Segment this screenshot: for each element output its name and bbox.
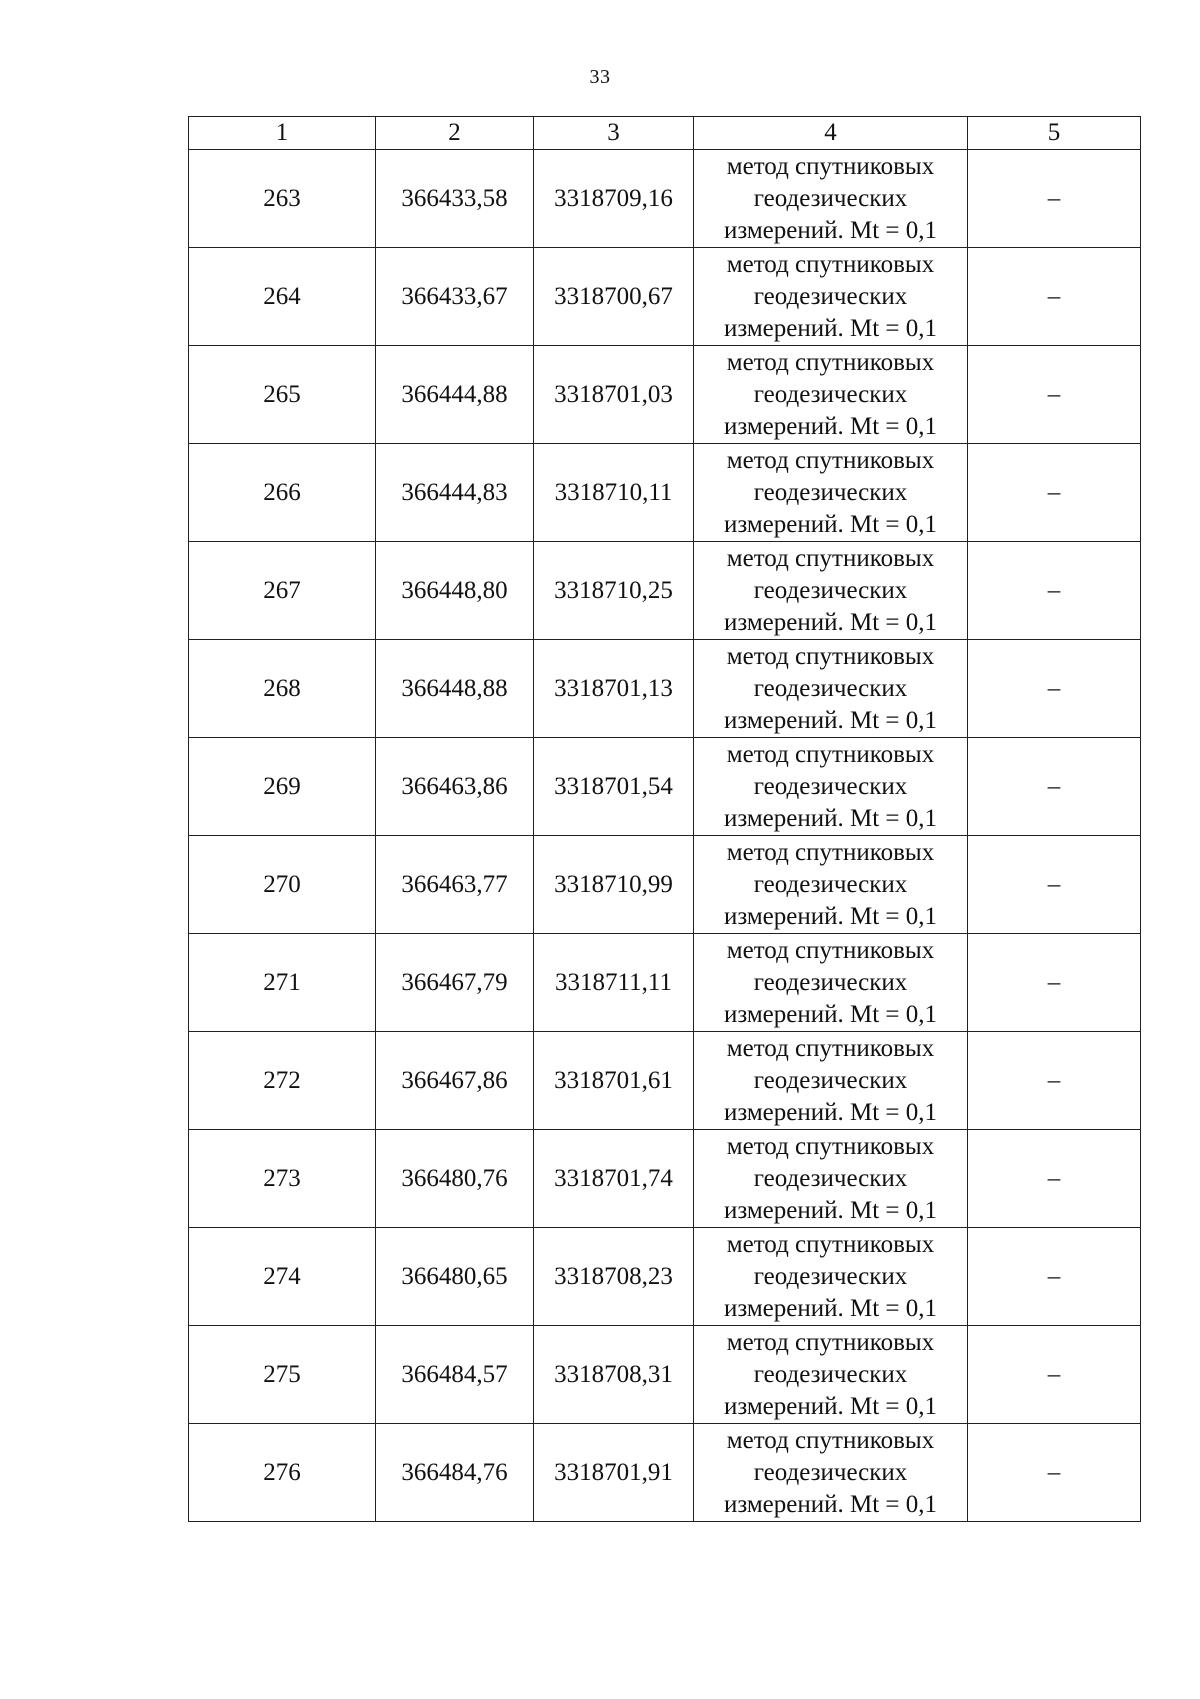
method-text-line: метод спутниковых: [726, 152, 935, 180]
method-text-line: метод спутниковых: [726, 642, 935, 670]
method-cell: [694, 1032, 968, 1130]
y-coordinate-cell: 3318710,25: [534, 542, 694, 640]
y-coordinate-cell: 3318701,03: [534, 346, 694, 444]
method-text-line: геодезических: [753, 1164, 908, 1192]
table-row: [189, 1228, 1141, 1326]
table-body: [189, 150, 1141, 1522]
table-row: [189, 1130, 1141, 1228]
method-cell: [694, 1424, 968, 1522]
note-cell: –: [968, 1228, 1141, 1326]
note-cell: –: [968, 640, 1141, 738]
x-coordinate-cell: 366467,86: [376, 1032, 534, 1130]
y-coordinate-cell: 3318711,11: [534, 934, 694, 1032]
method-cell: [694, 542, 968, 640]
table-header: [189, 117, 1141, 150]
table-row: [189, 248, 1141, 346]
method-text-line: измерений. Mt = 0,1: [723, 216, 938, 244]
method-cell: [694, 1130, 968, 1228]
method-text-line: геодезических: [753, 772, 908, 800]
method-cell: [694, 640, 968, 738]
method-text-line: измерений. Mt = 0,1: [723, 1294, 938, 1322]
x-coordinate-cell: 366463,86: [376, 738, 534, 836]
point-number-cell: 269: [189, 738, 376, 836]
method-text-line: геодезических: [753, 674, 908, 702]
point-number-cell: 265: [189, 346, 376, 444]
point-number-cell: 266: [189, 444, 376, 542]
method-text-line: геодезических: [753, 478, 908, 506]
method-cell: [694, 150, 968, 248]
y-coordinate-cell: 3318708,31: [534, 1326, 694, 1424]
method-text-line: измерений. Mt = 0,1: [723, 314, 938, 342]
method-text-line: метод спутниковых: [726, 838, 935, 866]
table-row: [189, 346, 1141, 444]
note-cell: –: [968, 1326, 1141, 1424]
point-number-cell: 275: [189, 1326, 376, 1424]
y-coordinate-cell: 3318701,61: [534, 1032, 694, 1130]
header-cell-3: 3: [534, 117, 694, 150]
page-number: 33: [589, 66, 611, 88]
method-text-line: метод спутниковых: [726, 1132, 935, 1160]
method-text-line: измерений. Mt = 0,1: [723, 1490, 938, 1518]
note-cell: –: [968, 934, 1141, 1032]
method-text-line: измерений. Mt = 0,1: [723, 1392, 938, 1420]
x-coordinate-cell: 366484,76: [376, 1424, 534, 1522]
method-text-line: геодезических: [753, 870, 908, 898]
point-number-cell: 274: [189, 1228, 376, 1326]
x-coordinate-cell: 366448,80: [376, 542, 534, 640]
method-text-line: измерений. Mt = 0,1: [723, 412, 938, 440]
method-text-line: геодезических: [753, 576, 908, 604]
point-number-cell: 264: [189, 248, 376, 346]
method-text-line: геодезических: [753, 968, 908, 996]
note-cell: –: [968, 1424, 1141, 1522]
table-row: [189, 1424, 1141, 1522]
header-cell-5: 5: [968, 117, 1141, 150]
x-coordinate-cell: 366433,67: [376, 248, 534, 346]
y-coordinate-cell: 3318709,16: [534, 150, 694, 248]
method-text-line: геодезических: [753, 1066, 908, 1094]
method-text-line: измерений. Mt = 0,1: [723, 1196, 938, 1224]
method-text-line: метод спутниковых: [726, 250, 935, 278]
method-text-line: измерений. Mt = 0,1: [723, 510, 938, 538]
x-coordinate-cell: 366484,57: [376, 1326, 534, 1424]
y-coordinate-cell: 3318701,54: [534, 738, 694, 836]
header-cell-4: 4: [694, 117, 968, 150]
table-row: [189, 836, 1141, 934]
method-cell: [694, 444, 968, 542]
point-number-cell: 267: [189, 542, 376, 640]
point-number-cell: 270: [189, 836, 376, 934]
method-text-line: геодезических: [753, 380, 908, 408]
x-coordinate-cell: 366463,77: [376, 836, 534, 934]
method-text-line: метод спутниковых: [726, 936, 935, 964]
header-row: [189, 117, 1141, 150]
point-number-cell: 273: [189, 1130, 376, 1228]
header-cell-1: 1: [189, 117, 376, 150]
note-cell: –: [968, 738, 1141, 836]
note-cell: –: [968, 836, 1141, 934]
method-text-line: метод спутниковых: [726, 1230, 935, 1258]
method-cell: [694, 836, 968, 934]
table-row: [189, 640, 1141, 738]
y-coordinate-cell: 3318708,23: [534, 1228, 694, 1326]
table-row: [189, 150, 1141, 248]
point-number-cell: 272: [189, 1032, 376, 1130]
table-row: [189, 1032, 1141, 1130]
method-text-line: метод спутниковых: [726, 348, 935, 376]
note-cell: –: [968, 444, 1141, 542]
header-cell-2: 2: [376, 117, 534, 150]
point-number-cell: 271: [189, 934, 376, 1032]
note-cell: –: [968, 150, 1141, 248]
y-coordinate-cell: 3318701,91: [534, 1424, 694, 1522]
method-text-line: метод спутниковых: [726, 446, 935, 474]
point-number-cell: 276: [189, 1424, 376, 1522]
y-coordinate-cell: 3318701,74: [534, 1130, 694, 1228]
method-text-line: измерений. Mt = 0,1: [723, 1098, 938, 1126]
method-text-line: метод спутниковых: [726, 1426, 935, 1454]
method-text-line: метод спутниковых: [726, 544, 935, 572]
method-text-line: метод спутниковых: [726, 1034, 935, 1062]
method-text-line: измерений. Mt = 0,1: [723, 804, 938, 832]
note-cell: –: [968, 542, 1141, 640]
table-row: [189, 934, 1141, 1032]
x-coordinate-cell: 366467,79: [376, 934, 534, 1032]
note-cell: –: [968, 346, 1141, 444]
table-row: [189, 542, 1141, 640]
table-row: [189, 738, 1141, 836]
method-text-line: измерений. Mt = 0,1: [723, 608, 938, 636]
y-coordinate-cell: 3318710,11: [534, 444, 694, 542]
note-cell: –: [968, 1032, 1141, 1130]
x-coordinate-cell: 366433,58: [376, 150, 534, 248]
method-cell: [694, 934, 968, 1032]
method-cell: [694, 1326, 968, 1424]
coordinates-table: [188, 116, 1141, 1522]
x-coordinate-cell: 366448,88: [376, 640, 534, 738]
point-number-cell: 263: [189, 150, 376, 248]
method-text-line: измерений. Mt = 0,1: [723, 902, 938, 930]
x-coordinate-cell: 366444,83: [376, 444, 534, 542]
x-coordinate-cell: 366480,76: [376, 1130, 534, 1228]
method-text-line: геодезических: [753, 1458, 908, 1486]
y-coordinate-cell: 3318700,67: [534, 248, 694, 346]
y-coordinate-cell: 3318710,99: [534, 836, 694, 934]
method-text-line: измерений. Mt = 0,1: [723, 706, 938, 734]
method-text-line: метод спутниковых: [726, 1328, 935, 1356]
method-text-line: измерений. Mt = 0,1: [723, 1000, 938, 1028]
note-cell: –: [968, 248, 1141, 346]
method-text-line: геодезических: [753, 184, 908, 212]
method-text-line: геодезических: [753, 282, 908, 310]
method-cell: [694, 738, 968, 836]
method-text-line: геодезических: [753, 1360, 908, 1388]
note-cell: –: [968, 1130, 1141, 1228]
x-coordinate-cell: 366444,88: [376, 346, 534, 444]
point-number-cell: 268: [189, 640, 376, 738]
method-text-line: метод спутниковых: [726, 740, 935, 768]
method-cell: [694, 1228, 968, 1326]
table-row: [189, 1326, 1141, 1424]
method-cell: [694, 346, 968, 444]
method-text-line: геодезических: [753, 1262, 908, 1290]
method-cell: [694, 248, 968, 346]
x-coordinate-cell: 366480,65: [376, 1228, 534, 1326]
y-coordinate-cell: 3318701,13: [534, 640, 694, 738]
table-row: [189, 444, 1141, 542]
